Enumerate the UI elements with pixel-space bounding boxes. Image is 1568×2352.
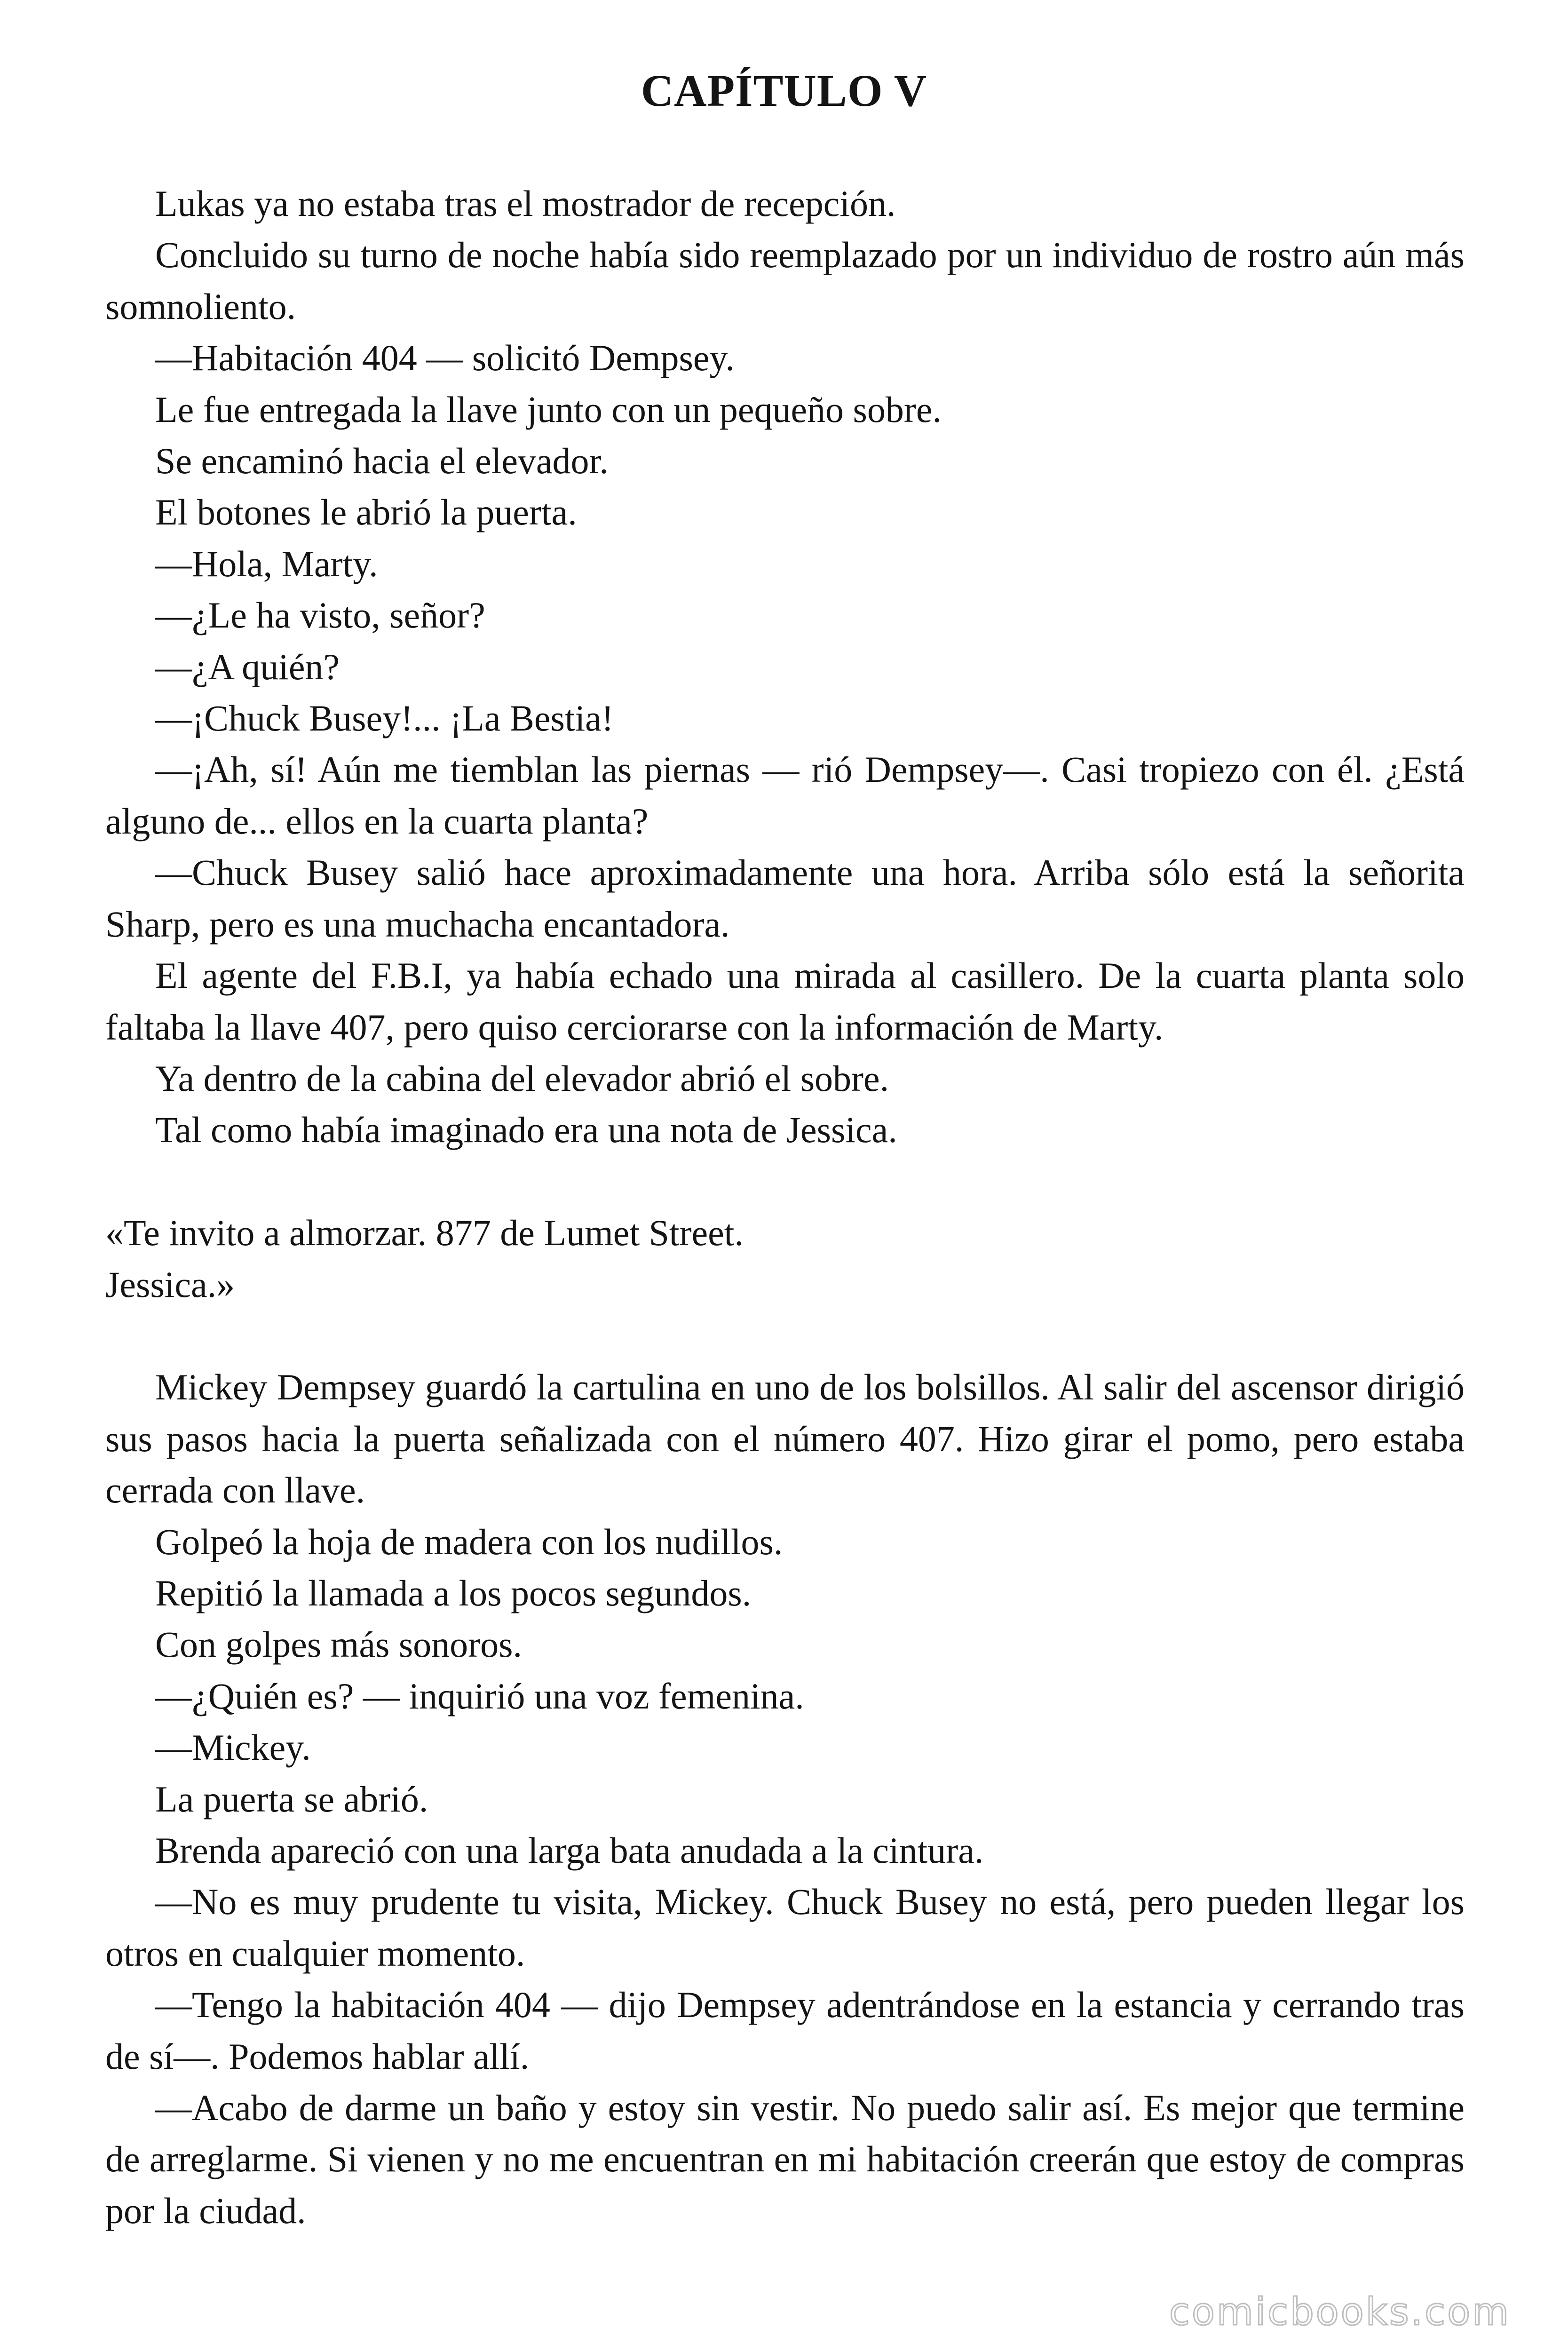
paragraph: Concluido su turno de noche había sido reemplazado por un individuo de rostro aún más somnoliento.: [105, 234, 1465, 327]
paragraph: —¡Ah, sí! Aún me tiemblan las piernas — rió Dempsey—. Casi tropiezo con él. ¿Está alguno de... ellos en la cuarta planta?: [105, 749, 1465, 842]
paragraph: Brenda apareció con una larga bata anudada a la cintura.: [155, 1829, 984, 1871]
paragraph: —Hola, Marty.: [155, 543, 378, 584]
paragraph: El agente del F.B.I, ya había echado una mirada al casillero. De la cuarta planta solo faltaba la llave 407, pero quiso cerciorarse con la información de Marty.: [105, 955, 1465, 1048]
paragraph: —Acabo de darme un baño y estoy sin vestir. No puedo salir así. Es mejor que termine de arreglarme. Si vienen y no me encuentran en mi habitación creerán que estoy de compras por la ciudad.: [105, 2087, 1465, 2231]
paragraph: Tal como había imaginado era una nota de Jessica.: [155, 1109, 897, 1151]
paragraph: El botones le abrió la puerta.: [155, 492, 577, 533]
paragraph: —Tengo la habitación 404 — dijo Dempsey adentrándose en la estancia y cerrando tras de sí—. Podemos hablar allí.: [105, 1984, 1465, 2077]
paragraph: Repitió la llamada a los pocos segundos.: [155, 1572, 752, 1613]
chapter-title: CAPÍTULO V: [641, 65, 927, 116]
note-text: «Te invito a almorzar. 877 de Lumet Street.: [105, 1212, 744, 1254]
paragraph: —¿Le ha visto, señor?: [155, 595, 485, 636]
paragraph: Ya dentro de la cabina del elevador abrió el sobre.: [155, 1057, 889, 1099]
paragraph: La puerta se abrió.: [155, 1778, 428, 1820]
chapter-body: [105, 178, 1465, 2236]
paragraph: —¿Quién es? — inquirió una voz femenina.: [155, 1675, 804, 1716]
note-signature: Jessica.»: [105, 1263, 235, 1305]
paragraph: Lukas ya no estaba tras el mostrador de recepción.: [155, 183, 896, 224]
paragraph: —Mickey.: [155, 1727, 311, 1768]
paragraph: —¿A quién?: [155, 646, 340, 687]
paragraph: —Habitación 404 — solicitó Dempsey.: [155, 337, 735, 379]
paragraph: Golpeó la hoja de madera con los nudillos.: [155, 1521, 783, 1562]
paragraph: Con golpes más sonoros.: [155, 1624, 522, 1665]
paragraph: —¡Chuck Busey!... ¡La Bestia!: [155, 698, 614, 739]
watermark: comicbooks.com: [1169, 2290, 1511, 2334]
paragraph: —Chuck Busey salió hace aproximadamente una hora. Arriba sólo está la señorita Sharp, pero es una muchacha encantadora.: [105, 852, 1465, 945]
paragraph: Mickey Dempsey guardó la cartulina en uno de los bolsillos. Al salir del ascensor dirigió sus pasos hacia la puerta señalizada con el número 407. Hizo girar el pomo, pero estaba cerrada con llave.: [105, 1367, 1465, 1511]
paragraph: —No es muy prudente tu visita, Mickey. Chuck Busey no está, pero pueden llegar los otros en cualquier momento.: [105, 1881, 1465, 1974]
note-block: [105, 1207, 1465, 1310]
paragraph: Se encaminó hacia el elevador.: [155, 440, 609, 482]
paragraph: Le fue entregada la llave junto con un pequeño sobre.: [155, 389, 942, 430]
